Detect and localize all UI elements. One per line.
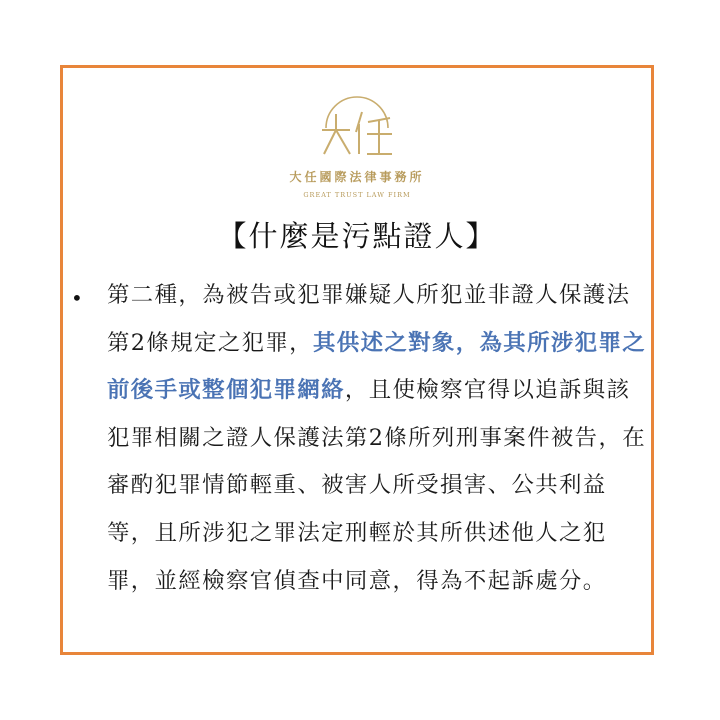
firm-logo-mark-icon bbox=[312, 92, 402, 162]
content-card bbox=[60, 65, 654, 655]
firm-name-english: GREAT TRUST LAW FIRM bbox=[303, 191, 411, 199]
page-title: 【什麼是污點證人】 bbox=[217, 219, 497, 253]
firm-name-chinese: 大任國際法律事務所 bbox=[289, 170, 425, 184]
firm-logo bbox=[63, 92, 651, 199]
body-paragraph bbox=[107, 272, 653, 605]
bullet-marker: • bbox=[71, 286, 83, 310]
paragraph-text-part2: ，且使檢察官得以追訴與該犯罪相關之證人保護法第2條所列刑事案件被告，在審酌犯罪情節輕重、被害人所受損害、公共利益等，且所涉犯之罪法定刑輕於其所供述他人之犯罪，並經檢察官偵查中同意，得為不起訴處分。 bbox=[107, 377, 647, 594]
paragraph-highlight: 其供述之對象，為其所涉犯罪之前後手或整個犯罪網絡 bbox=[107, 329, 647, 404]
paragraph-text-part1: 第二種，為被告或犯罪嫌疑人所犯並非證人保護法第2條規定之犯罪， bbox=[107, 282, 631, 356]
